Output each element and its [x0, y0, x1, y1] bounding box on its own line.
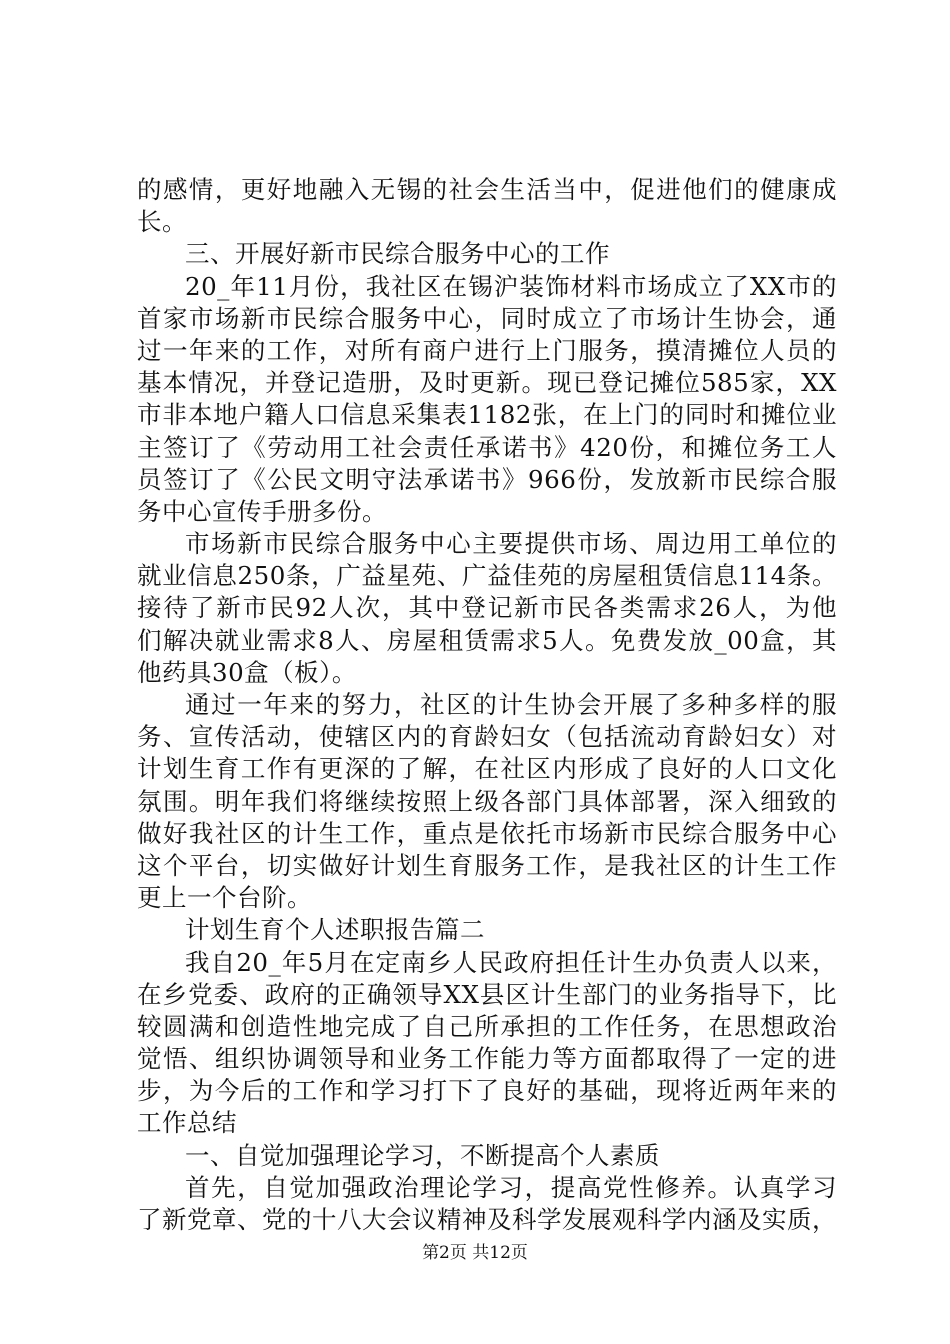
text-line: 更上一个台阶。: [137, 883, 312, 913]
text-line: 主签订了《劳动用工社会责任承诺书》420份，和摊位务工人: [137, 432, 837, 462]
text-line: 接待了新市民92人次，其中登记新市民各类需求26人，为他: [137, 593, 837, 623]
page-footer: 第2页 共12页: [422, 1243, 528, 1263]
text-line: 较圆满和创造性地完成了自己所承担的工作任务，在思想政治: [137, 1011, 837, 1041]
text-line: 步，为今后的工作和学习打下了良好的基础，现将近两年来的: [137, 1076, 837, 1106]
text-line: 首家市场新市民综合服务中心，同时成立了市场计生协会，通: [137, 303, 837, 333]
text-line: 们解决就业需求8人、房屋租赁需求5人。免费发放_00盒，其: [137, 625, 837, 655]
text-line: 了新党章、党的十八大会议精神及科学发展观科学内涵及实质，: [137, 1205, 837, 1234]
text-line: 在乡党委、政府的正确领导XX县区计生部门的业务指导下，比: [137, 979, 837, 1009]
text-line: 基本情况，并登记造册，及时更新。现已登记摊位585家，XX: [137, 368, 837, 398]
text-line: 市场新市民综合服务中心主要提供市场、周边用工单位的: [185, 529, 837, 559]
text-line: 20_年11月份，我社区在锡沪装饰材料市场成立了XX市的: [185, 271, 837, 301]
text-line: 一、自觉加强理论学习，不断提高个人素质: [185, 1140, 660, 1170]
text-line: 首先，自觉加强政治理论学习，提高党性修养。认真学习: [185, 1172, 837, 1202]
text-line: 通过一年来的努力，社区的计生协会开展了多种多样的服: [185, 690, 837, 719]
text-line: 工作总结: [137, 1108, 237, 1138]
body-text: [137, 174, 837, 1236]
text-line: 他药具30盒（板）。: [137, 657, 357, 687]
text-line: 计划生育工作有更深的了解，在社区内形成了良好的人口文化: [137, 754, 837, 784]
text-line: 的感情，更好地融入无锡的社会生活当中，促进他们的健康成: [137, 175, 837, 204]
text-line: 务中心宣传手册多份。: [137, 496, 387, 526]
text-line: 做好我社区的计生工作，重点是依托市场新市民综合服务中心: [137, 818, 837, 848]
text-line: 过一年来的工作，对所有商户进行上门服务，摸清摊位人员的: [137, 335, 837, 365]
text-line: 三、开展好新市民综合服务中心的工作: [185, 239, 610, 269]
text-line: 计划生育个人述职报告篇二: [185, 915, 485, 945]
text-line: 我自20_年5月在定南乡人民政府担任计生办负责人以来，: [185, 947, 837, 977]
text-line: 觉悟、组织协调领导和业务工作能力等方面都取得了一定的进: [137, 1044, 837, 1074]
text-line: 务、宣传活动，使辖区内的育龄妇女（包括流动育龄妇女）对: [137, 722, 837, 752]
text-line: 市非本地户籍人口信息采集表1182张，在上门的同时和摊位业: [137, 400, 837, 430]
text-line: 员签订了《公民文明守法承诺书》966份，发放新市民综合服: [137, 464, 837, 494]
text-line: 这个平台，切实做好计划生育服务工作，是我社区的计生工作: [137, 850, 837, 880]
text-line: 长。: [137, 207, 187, 237]
text-line: 就业信息250条，广益星苑、广益佳苑的房屋租赁信息114条。: [137, 561, 837, 591]
text-line: 氛围。明年我们将继续按照上级各部门具体部署，深入细致的: [137, 786, 837, 816]
